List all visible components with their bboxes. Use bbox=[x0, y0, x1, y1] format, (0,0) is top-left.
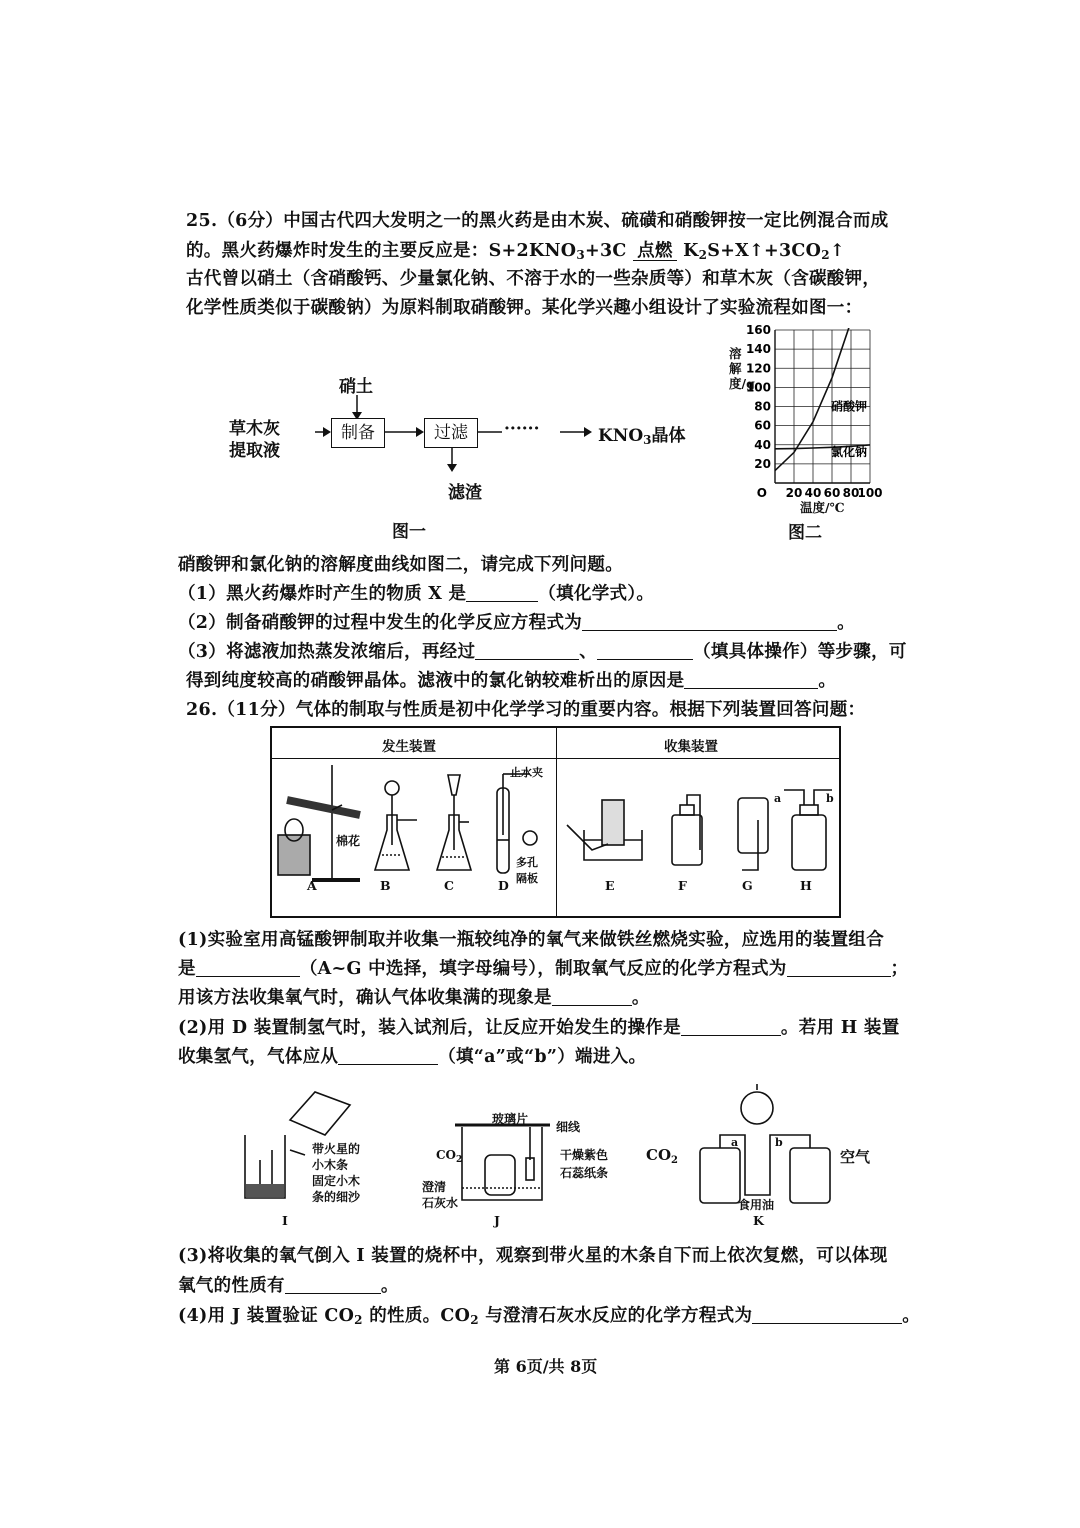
chart-ytick-6: 140 bbox=[745, 342, 771, 357]
q26-part1b bbox=[178, 957, 908, 981]
fig-k-co2 bbox=[646, 1146, 678, 1166]
label-d: D bbox=[498, 878, 509, 893]
q25-sub2a: 2 bbox=[698, 248, 708, 262]
apparatus-g bbox=[738, 798, 768, 870]
fig-j-co2 bbox=[436, 1148, 462, 1165]
fig-j-lime-1: 澄清 bbox=[422, 1180, 447, 1194]
q26-part4-mid: 的性质。CO bbox=[362, 1306, 471, 1326]
answer-blank-step1[interactable] bbox=[475, 641, 579, 660]
fig-j-name: J bbox=[494, 1213, 500, 1228]
answer-blank-o2-equation[interactable] bbox=[787, 958, 891, 977]
q25-part3-text: （3）将滤液加热蒸发浓缩后，再经过 bbox=[178, 642, 476, 662]
answer-blank-step2[interactable] bbox=[597, 641, 693, 660]
flow-step-filter: 过滤 bbox=[424, 418, 478, 448]
fig-i-label-2: 小木条 bbox=[312, 1158, 349, 1172]
q26-part3a: (3)将收集的氧气倒入 I 装置的烧杯中，观察到带火星的木条自下而上依次复燃，可以体现 bbox=[178, 1246, 888, 1266]
q26-part3b bbox=[178, 1274, 399, 1298]
flow-input-left-2: 提取液 bbox=[229, 441, 280, 461]
label-c: C bbox=[444, 878, 454, 893]
apparatus-e bbox=[567, 800, 642, 860]
q25-part3-end: （填具体操作）等步骤，可 bbox=[693, 642, 907, 662]
chart-ytick-2: 60 bbox=[754, 418, 771, 433]
fig-j-dry-1: 干燥紫色 bbox=[560, 1148, 609, 1162]
q25-part4-end: 。 bbox=[818, 671, 837, 691]
label-f: F bbox=[678, 878, 687, 893]
chart-origin: O bbox=[756, 486, 767, 500]
flow-residue: 滤渣 bbox=[448, 483, 482, 503]
label-a: A bbox=[307, 878, 317, 893]
fig-k-port-b: b bbox=[775, 1136, 783, 1149]
label-port-a: a bbox=[774, 792, 782, 805]
apparatus-b bbox=[375, 781, 417, 870]
answer-blank-full-phenomenon[interactable] bbox=[552, 987, 632, 1006]
fig-k-port-a: a bbox=[731, 1136, 739, 1149]
table-head-generation: 发生装置 bbox=[382, 739, 436, 755]
q26-part4 bbox=[178, 1304, 920, 1332]
q25-line2-k-rest: S+X↑+3CO bbox=[707, 241, 822, 261]
label-b: B bbox=[380, 878, 391, 893]
fig-i-label-3: 固定小木 bbox=[312, 1174, 361, 1188]
answer-blank-x[interactable] bbox=[466, 583, 538, 602]
q26-part2b-end: （填“a”或“b”）端进入。 bbox=[438, 1047, 647, 1067]
apparatus-f bbox=[672, 795, 702, 865]
q25-sub2b: 2 bbox=[821, 248, 830, 262]
flow-product-sub: 3 bbox=[643, 433, 652, 447]
flow-input-top: 硝土 bbox=[339, 377, 373, 397]
fig-i-name: I bbox=[282, 1213, 288, 1228]
q25-line3: 古代曾以硝土（含硝酸钙、少量氯化钠、不溶于水的一些杂质等）和草木灰（含碳酸钾， bbox=[186, 269, 881, 289]
q25-line1: 25.（6分）中国古代四大发明之一的黑火药是由木炭、硫磺和硝酸钾按一定比例混合而成 bbox=[186, 211, 889, 231]
label-clamp: 止水夹 bbox=[510, 766, 543, 779]
q25-part2-end: 。 bbox=[837, 613, 855, 633]
flow-dots: ······ bbox=[504, 419, 540, 439]
q25-line4: 化学性质类似于碳酸钠）为原料制取硝酸钾。某化学兴趣小组设计了实验流程如图一： bbox=[186, 298, 863, 318]
chart-ylabel: 溶解度/g bbox=[729, 346, 755, 391]
apparatus-a bbox=[278, 765, 360, 880]
q25-condition: 点燃 bbox=[633, 242, 677, 261]
fig-j-lime-2: 石灰水 bbox=[422, 1196, 459, 1210]
fig-k-name: K bbox=[753, 1213, 764, 1228]
q25-sub3a: 3 bbox=[576, 248, 585, 262]
answer-blank-start-operation[interactable] bbox=[681, 1017, 781, 1036]
label-g: G bbox=[742, 878, 753, 893]
fig-i-label-1: 带火星的 bbox=[312, 1142, 361, 1156]
q26-part4-text: (4)用 J 装置验证 CO bbox=[178, 1306, 355, 1326]
answer-blank-limewater-equation[interactable] bbox=[752, 1305, 902, 1324]
q26-part3b-end: 。 bbox=[380, 1276, 399, 1296]
q25-line2-mid1: +3C bbox=[584, 241, 627, 261]
chart-ytick-7: 160 bbox=[745, 323, 771, 337]
q26-part4-end: 。 bbox=[902, 1306, 921, 1326]
q26-part2a-end: 。若用 H 装置 bbox=[780, 1018, 900, 1038]
flow-product bbox=[598, 421, 685, 447]
apparatus-table bbox=[270, 726, 841, 918]
flow-product-formula: KNO bbox=[598, 426, 644, 446]
q26-part4-sub-a: 2 bbox=[354, 1313, 363, 1327]
answer-blank-equation[interactable] bbox=[582, 612, 837, 631]
label-cotton: 棉花 bbox=[336, 834, 361, 848]
chart-ytick-4: 100 bbox=[745, 380, 771, 395]
chart-ytick-3: 80 bbox=[754, 399, 771, 414]
flow-input-left-1: 草木灰 bbox=[229, 419, 280, 439]
q25-part1-end: （填化学式）。 bbox=[538, 584, 655, 604]
fig-k-air: 空气 bbox=[840, 1148, 871, 1166]
chart-xtick-4: 80 bbox=[842, 486, 860, 500]
chart-xtick-1: 20 bbox=[785, 486, 803, 500]
flow-step-prepare: 制备 bbox=[331, 418, 385, 448]
fig-j-co2-sub: 2 bbox=[456, 1155, 463, 1165]
q26-part1a: (1)实验室用高锰酸钾制取并收集一瓶较纯净的氧气来做铁丝燃烧实验，应选用的装置组合 bbox=[178, 930, 885, 950]
q26-part4-mid2: 与澄清石灰水反应的化学方程式为 bbox=[478, 1306, 753, 1326]
q25-part1 bbox=[178, 582, 654, 606]
q25-line2-k: K bbox=[683, 241, 699, 261]
apparatus-c bbox=[437, 775, 471, 870]
q25-part4 bbox=[186, 669, 836, 693]
q26-part1c-text: 用该方法收集氧气时，确认气体收集满的现象是 bbox=[178, 988, 552, 1008]
fig-k-co2-sub: 2 bbox=[671, 1155, 678, 1166]
device-k bbox=[700, 1084, 830, 1203]
q26-part2b bbox=[178, 1045, 646, 1069]
apparatus-h bbox=[784, 790, 832, 870]
fig-j-co2-text: CO bbox=[436, 1148, 457, 1162]
fig-i-label-4: 条的细沙 bbox=[312, 1190, 361, 1204]
q25-part2 bbox=[178, 611, 855, 635]
q26-part1c-end: 。 bbox=[631, 988, 650, 1008]
q25-line2-end: ↑ bbox=[829, 241, 845, 261]
q26-part4-sub-b: 2 bbox=[470, 1313, 479, 1327]
q26-part2a bbox=[178, 1016, 900, 1040]
q25-line2 bbox=[186, 239, 845, 267]
chart-legend-nacl: 氯化钠 bbox=[830, 445, 867, 460]
figure-2-caption: 图二 bbox=[788, 523, 822, 543]
q26-part2a-text: (2)用 D 装置制氢气时，装入试剂后，让反应开始发生的操作是 bbox=[178, 1018, 681, 1038]
chart-xtick-3: 60 bbox=[823, 486, 841, 500]
fig-j-thread: 细线 bbox=[556, 1120, 581, 1134]
q26-part1c bbox=[178, 986, 650, 1010]
q26-part1b-mid: （A~G 中选择，填字母编号），制取氧气反应的化学方程式为 bbox=[299, 959, 787, 979]
q25-line2-start: 的。黑火药爆炸时发生的主要反应是：S+2KNO bbox=[186, 241, 577, 261]
answer-blank-reason[interactable] bbox=[684, 670, 818, 689]
fig-j-dry-2: 石蕊纸条 bbox=[560, 1166, 609, 1180]
fig-k-oil: 食用油 bbox=[738, 1198, 775, 1212]
chart-xlabel: 温度/℃ bbox=[800, 500, 845, 515]
q25-part1-text: （1）黑火药爆炸时产生的物质 X 是 bbox=[178, 584, 467, 604]
q25-part2-text: （2）制备硝酸钾的过程中发生的化学反应方程式为 bbox=[178, 613, 583, 633]
label-plate-2: 隔板 bbox=[516, 872, 538, 885]
chart-ytick-0: 20 bbox=[754, 456, 771, 471]
answer-blank-combo[interactable] bbox=[196, 958, 300, 977]
figure-1-caption: 图一 bbox=[392, 522, 426, 542]
device-j bbox=[455, 1125, 550, 1200]
table-head-collection: 收集装置 bbox=[664, 739, 718, 755]
answer-blank-o2-properties[interactable] bbox=[285, 1275, 381, 1294]
q25-part4-text: 得到纯度较高的硝酸钾晶体。滤液中的氯化钠较难析出的原因是 bbox=[186, 671, 685, 691]
flow-product-tail: 晶体 bbox=[651, 426, 686, 446]
label-e: E bbox=[605, 878, 615, 893]
q26-part2b-text: 收集氢气，气体应从 bbox=[178, 1047, 339, 1067]
fig-j-glass: 玻璃片 bbox=[492, 1112, 529, 1126]
chart-ytick-5: 120 bbox=[745, 361, 771, 376]
chart-ytick-1: 40 bbox=[754, 437, 771, 452]
label-port-b: b bbox=[826, 792, 834, 805]
answer-blank-port[interactable] bbox=[338, 1046, 438, 1065]
q26-part1b-text: 是 bbox=[178, 959, 196, 979]
label-plate-1: 多孔 bbox=[516, 856, 538, 869]
chart-xtick-2: 40 bbox=[804, 486, 822, 500]
solubility-chart bbox=[725, 318, 895, 518]
q25-part3-sep: 、 bbox=[579, 642, 598, 662]
q26-part1b-end: ； bbox=[890, 959, 909, 979]
fig-k-co2-text: CO bbox=[646, 1146, 672, 1164]
q26-intro: 26.（11分）气体的制取与性质是初中化学学习的重要内容。根据下列装置回答问题： bbox=[186, 700, 866, 720]
q25-part3 bbox=[178, 640, 907, 664]
q25-after-figure: 硝酸钾和氯化钠的溶解度曲线如图二，请完成下列问题。 bbox=[178, 555, 623, 575]
page-footer: 第 6页/共 8页 bbox=[494, 1357, 598, 1376]
chart-legend-kno3: 硝酸钾 bbox=[830, 399, 867, 414]
label-h: H bbox=[800, 878, 812, 893]
chart-xtick-5: 100 bbox=[857, 486, 883, 500]
q26-part3b-text: 氧气的性质有 bbox=[178, 1276, 285, 1296]
